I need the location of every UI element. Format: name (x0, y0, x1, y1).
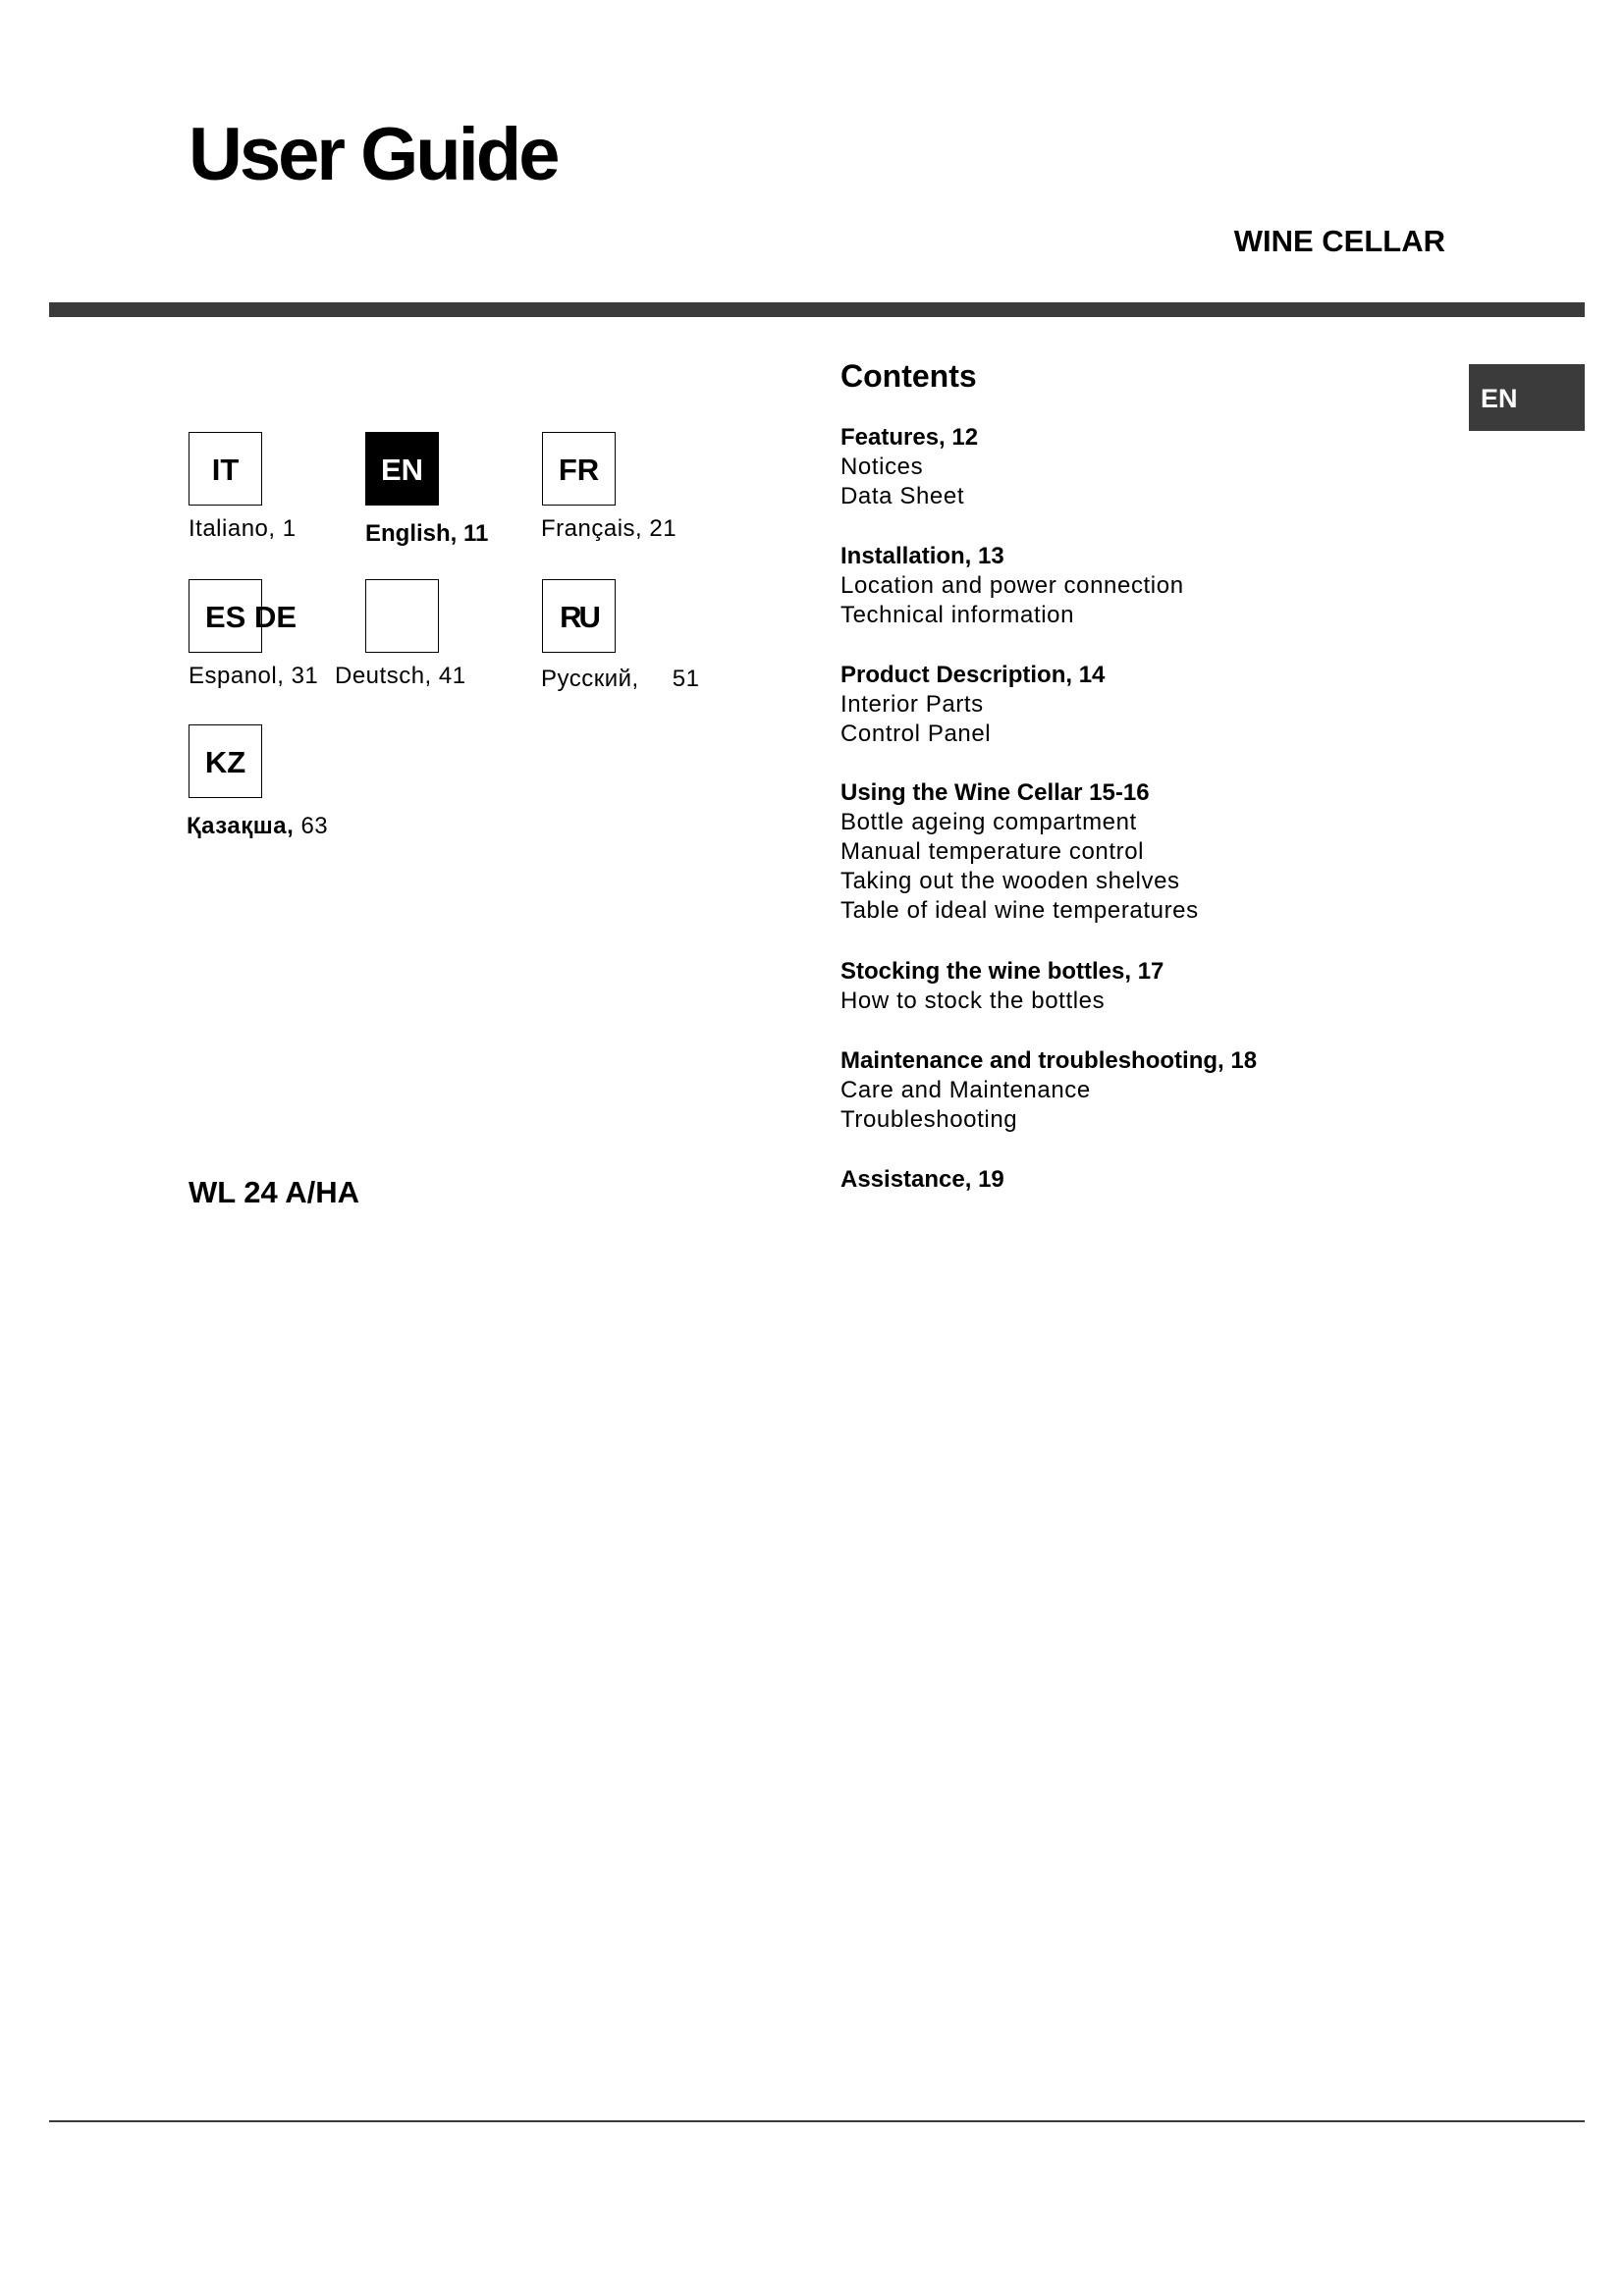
model-number: WL 24 A/HA (189, 1175, 359, 1209)
toc-item[interactable]: Table of ideal wine temperatures (840, 897, 1199, 924)
header-divider (49, 302, 1585, 317)
lang-box-es[interactable] (189, 579, 298, 653)
lang-box-kz[interactable]: KZ (189, 724, 262, 798)
toc-section-title[interactable]: Product Description, 14 (840, 662, 1106, 688)
toc-item[interactable]: Data Sheet (840, 483, 965, 509)
toc-item[interactable]: Location and power connection (840, 572, 1184, 599)
lang-name-en: English, (365, 520, 458, 547)
lang-name-kz: Қазақша, (187, 813, 295, 839)
footer-divider (49, 2120, 1585, 2122)
toc-section-assistance (840, 1165, 1390, 1195)
lang-page-en: 11 (463, 520, 489, 547)
lang-label-es (189, 665, 318, 688)
lang-name-it: Italiano, (189, 515, 276, 542)
lang-page-de: 41 (438, 663, 466, 689)
lang-box-fr[interactable]: FR (542, 432, 616, 506)
lang-page-ru: 51 (672, 666, 700, 692)
toc-section-title[interactable]: Features, 12 (840, 424, 979, 451)
lang-label-it (189, 517, 297, 541)
lang-label-fr (541, 517, 677, 541)
toc-item[interactable]: Notices (840, 454, 924, 480)
toc-section-title[interactable]: Maintenance and troubleshooting, 18 (840, 1047, 1258, 1074)
toc-section-title[interactable]: Using the Wine Cellar 15-16 (840, 779, 1150, 806)
lang-box-it[interactable]: IT (189, 432, 262, 506)
toc-item[interactable]: Bottle ageing compartment (840, 809, 1137, 835)
lang-page-kz: 63 (300, 813, 329, 839)
product-type: WINE CELLAR (1233, 224, 1445, 258)
toc-item[interactable]: How to stock the bottles (840, 988, 1106, 1014)
toc-item[interactable]: Taking out the wooden shelves (840, 868, 1180, 894)
language-tab-en: EN (1469, 364, 1585, 431)
toc-item[interactable]: Control Panel (840, 721, 992, 747)
toc-section-title[interactable]: Stocking the wine bottles, 17 (840, 958, 1164, 985)
toc-section-features (840, 423, 1390, 511)
toc-section-title[interactable]: Installation, 13 (840, 543, 1004, 569)
lang-box-en[interactable]: EN (365, 432, 439, 506)
toc-section-using (840, 778, 1390, 926)
lang-label-de (335, 665, 466, 688)
toc-item[interactable]: Interior Parts (840, 691, 984, 718)
page-title: User Guide (189, 113, 558, 196)
lang-name-ru: Русский, (541, 666, 639, 692)
lang-label-kz (187, 815, 328, 838)
toc-item[interactable]: Manual temperature control (840, 838, 1145, 865)
toc-section-maintenance (840, 1046, 1390, 1135)
toc-item[interactable]: Care and Maintenance (840, 1077, 1091, 1103)
toc-item[interactable]: Troubleshooting (840, 1106, 1018, 1133)
lang-page-es: 31 (291, 663, 319, 689)
lang-code-es: ES (205, 600, 246, 634)
lang-name-fr: Français, (541, 515, 643, 542)
contents-heading: Contents (840, 358, 977, 394)
lang-name-es: Espanol, (189, 663, 285, 689)
toc-section-stocking (840, 957, 1390, 1016)
lang-page-fr: 21 (649, 515, 677, 542)
lang-name-de: Deutsch, (335, 663, 432, 689)
lang-page-it: 1 (282, 515, 297, 542)
lang-label-ru (541, 667, 699, 691)
lang-box-ru[interactable]: RU (542, 579, 616, 653)
lang-code-de: DE (253, 600, 298, 634)
toc-item[interactable]: Technical information (840, 602, 1075, 628)
lang-label-en (365, 522, 488, 546)
toc-section-product-description (840, 661, 1390, 749)
toc-section-title[interactable]: Assistance, 19 (840, 1166, 1004, 1193)
toc-section-installation (840, 542, 1390, 630)
lang-box-de[interactable] (365, 579, 439, 653)
